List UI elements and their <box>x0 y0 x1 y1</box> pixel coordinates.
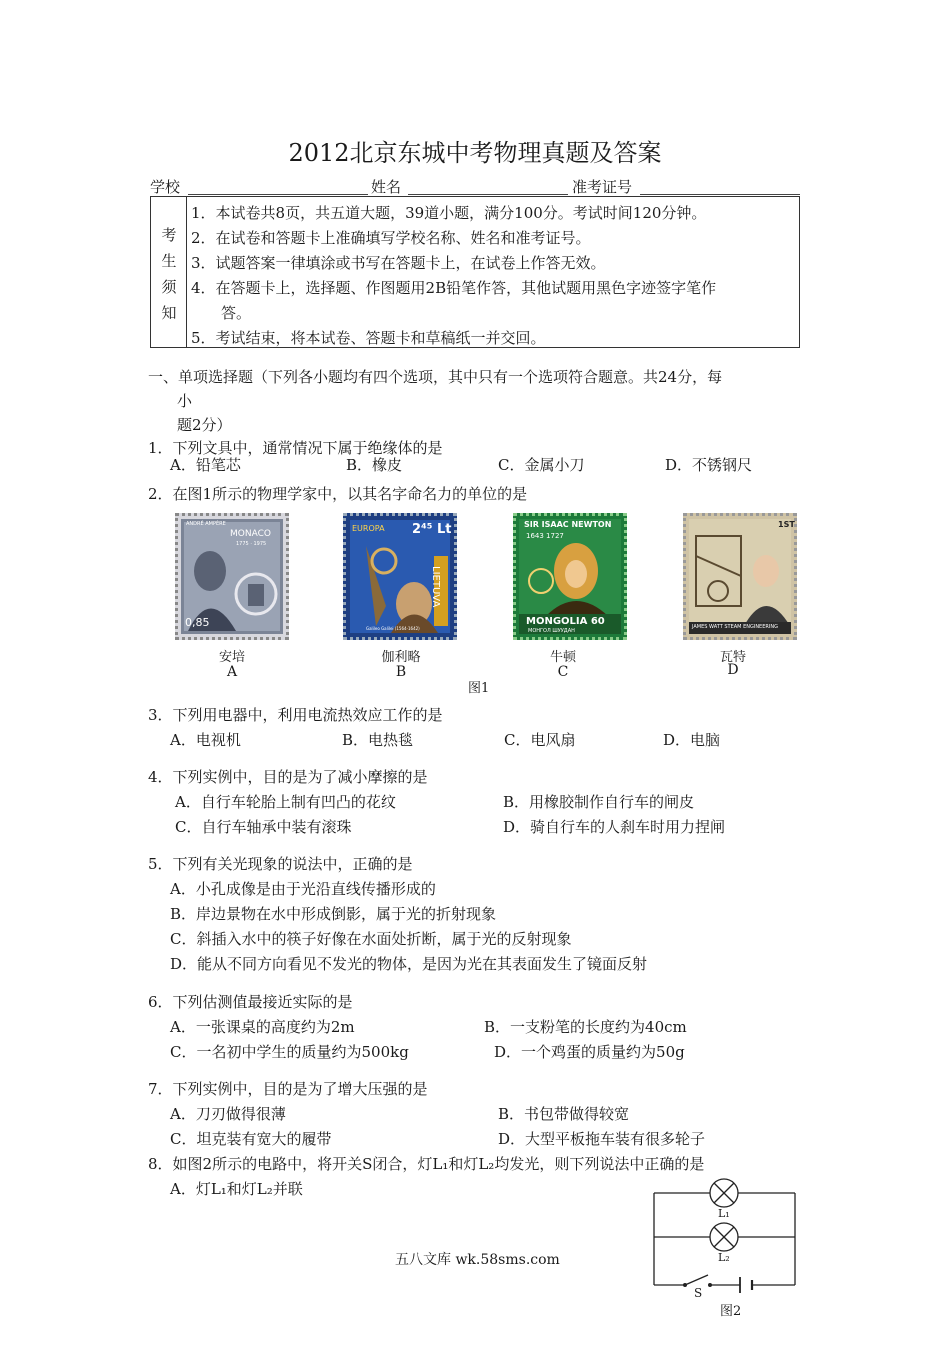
stamp-letter: A <box>226 664 238 680</box>
question-5-stem: 5．下列有关光现象的说法中，正确的是 <box>148 855 413 873</box>
circuit-diagram <box>640 1175 810 1325</box>
stamp-galileo: EUROPA 2⁴⁵ Lt LIETUVA Galileo Galilei (1564-1642) <box>343 513 457 640</box>
notice-item: 2．在试卷和答题卡上准确填写学校名称、姓名和准考证号。 <box>191 229 591 247</box>
stamp-caption: 瓦特 <box>719 650 746 665</box>
section-heading-cont: 小 <box>177 392 193 410</box>
school-field[interactable] <box>188 194 368 195</box>
lamp-l1-icon <box>710 1179 738 1207</box>
stamp-watt: 1ST JAMES WATT STEAM ENGINEERING <box>683 513 797 640</box>
stamp-caption: 伽利略 <box>381 650 421 665</box>
question-2-stem: 2．在图1所示的物理学家中，以其名字命名力的单位的是 <box>148 485 528 503</box>
question-1-stem: 1．下列文具中，通常情况下属于绝缘体的是 <box>148 439 443 457</box>
name-label: 姓名 <box>371 178 402 196</box>
notice-item: 5．考试结束，将本试卷、答题卡和草稿纸一并交回。 <box>191 329 546 347</box>
page-title: 2012北京东城中考物理真题及答案 <box>288 139 662 167</box>
stamp-newton: SIR ISAAC NEWTON 1643 1727 MONGOLIA 60 МОНГОЛ ШУУДАН <box>513 513 627 640</box>
notice-item: 3．试题答案一律填涂或书写在答题卡上，在试卷上作答无效。 <box>191 254 606 272</box>
option[interactable]: A．电视机 <box>170 731 241 749</box>
exam-id-label: 准考证号 <box>572 178 633 196</box>
switch-label: S <box>694 1286 703 1300</box>
figure-2-caption: 图2 <box>720 1304 742 1319</box>
option[interactable]: A．一张课桌的高度约为2m <box>170 1018 355 1036</box>
option[interactable]: A．铅笔芯 <box>170 456 241 474</box>
notice-label: 考 生 须 知 <box>151 197 187 347</box>
option[interactable]: D．大型平板拖车装有很多轮子 <box>498 1130 706 1148</box>
lamp-l2-label: L₂ <box>718 1251 730 1264</box>
exam-id-field[interactable] <box>640 194 800 195</box>
notice-item: 4．在答题卡上，选择题、作图题用2B铅笔作答，其他试题用黑色字迹签字笔作 <box>191 279 717 297</box>
stamp-ampere: MONACO ANDRÉ AMPÈRE 1775 · 1975 0,85 <box>175 513 289 640</box>
name-field[interactable] <box>408 194 568 195</box>
section-heading: 一、单项选择题（下列各小题均有四个选项，其中只有一个选项符合题意。共24分，每 <box>148 368 723 386</box>
option[interactable]: D．骑自行车的人刹车时用力捏闸 <box>503 818 726 836</box>
option[interactable]: B．岸边景物在水中形成倒影，属于光的折射现象 <box>170 905 497 923</box>
question-6-stem: 6．下列估测值最接近实际的是 <box>148 993 353 1011</box>
notice-item: 答。 <box>221 304 252 322</box>
stamp-letter: B <box>395 664 407 680</box>
footer-watermark: 五八文库 wk.58sms.com <box>395 1252 560 1268</box>
option[interactable]: B．电热毯 <box>342 731 414 749</box>
notice-box <box>150 196 800 348</box>
option[interactable]: B．橡皮 <box>346 456 403 474</box>
option[interactable]: B．书包带做得较宽 <box>498 1105 630 1123</box>
option[interactable]: C．坦克装有宽大的履带 <box>170 1130 332 1148</box>
option[interactable]: D．能从不同方向看见不发光的物体，是因为光在其表面发生了镜面反射 <box>170 955 648 973</box>
info-row <box>150 176 800 196</box>
question-7-stem: 7．下列实例中，目的是为了增大压强的是 <box>148 1080 428 1098</box>
option[interactable]: C．斜插入水中的筷子好像在水面处折断，属于光的反射现象 <box>170 930 572 948</box>
option[interactable]: C．自行车轴承中装有滚珠 <box>175 818 352 836</box>
figure-1-caption: 图1 <box>468 681 490 696</box>
option[interactable]: A．刀刃做得很薄 <box>170 1105 286 1123</box>
option[interactable]: D．电脑 <box>663 731 721 749</box>
option[interactable]: C．电风扇 <box>504 731 576 749</box>
stamp-caption: 牛顿 <box>549 650 576 665</box>
stamp-caption: 安培 <box>218 650 245 665</box>
notice-item: 1．本试卷共8页，共五道大题，39道小题，满分100分。考试时间120分钟。 <box>191 204 707 222</box>
option[interactable]: D．一个鸡蛋的质量约为50g <box>494 1043 685 1061</box>
option[interactable]: A．自行车轮胎上制有凹凸的花纹 <box>175 793 396 811</box>
stamp-letter: D <box>727 662 739 678</box>
option[interactable]: C．一名初中学生的质量约为500kg <box>170 1043 409 1061</box>
section-heading-cont: 题2分） <box>177 416 232 434</box>
lamp-l2-icon <box>710 1223 738 1251</box>
question-4-stem: 4．下列实例中，目的是为了减小摩擦的是 <box>148 768 428 786</box>
option[interactable]: D．不锈钢尺 <box>665 456 753 474</box>
option[interactable]: A．小孔成像是由于光沿直线传播形成的 <box>170 880 436 898</box>
stamp-letter: C <box>557 664 569 680</box>
question-3-stem: 3．下列用电器中，利用电流热效应工作的是 <box>148 706 443 724</box>
option[interactable]: C．金属小刀 <box>498 456 585 474</box>
option[interactable]: A．灯L₁和灯L₂并联 <box>170 1180 303 1198</box>
question-8-stem: 8．如图2所示的电路中，将开关S闭合，灯L₁和灯L₂均发光，则下列说法中正确的是 <box>148 1155 705 1173</box>
lamp-l1-label: L₁ <box>718 1207 730 1220</box>
school-label: 学校 <box>150 178 181 196</box>
option[interactable]: B．一支粉笔的长度约为40cm <box>484 1018 687 1036</box>
option[interactable]: B．用橡胶制作自行车的闸皮 <box>503 793 695 811</box>
